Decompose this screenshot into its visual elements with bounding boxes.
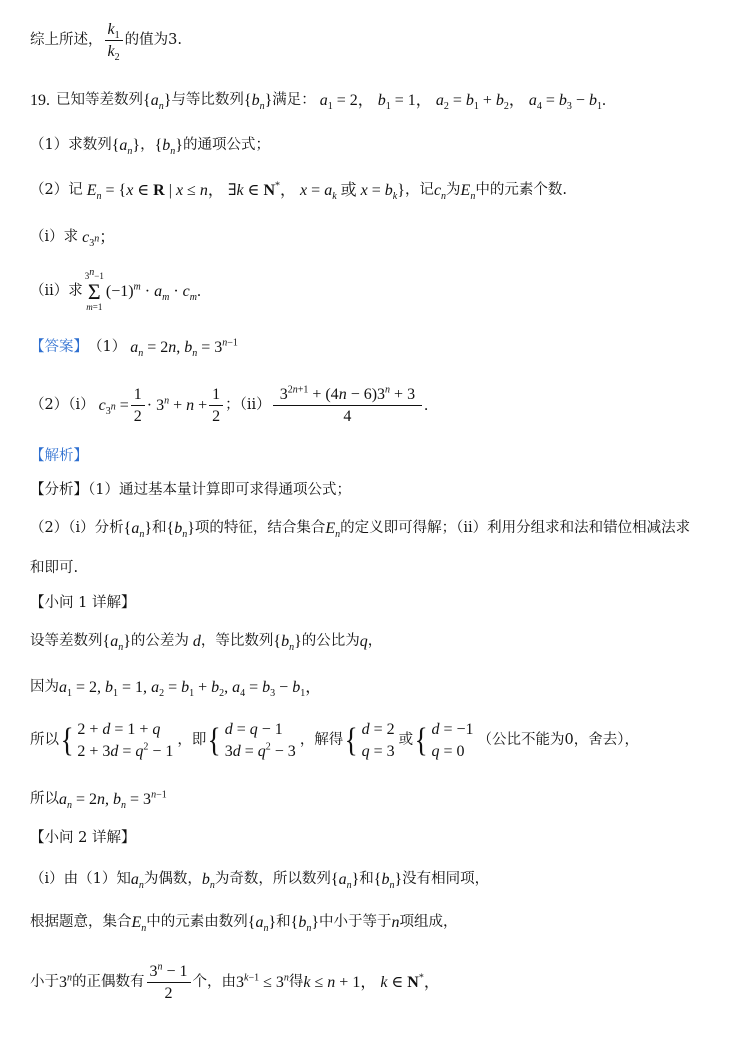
solution-line-6: 根据题意，集合 $E_n$ 中的元素由数列 $\{a_n\}$ 和 $\{b_n\}$ 中小于等于 n 项组成， — [30, 913, 458, 935]
text: 已知等差数列 — [56, 91, 143, 108]
analysis-line-3 — [30, 560, 737, 577]
text: 项的特征，结合集合 — [194, 519, 326, 536]
analysis-line-1 — [30, 482, 737, 499]
text: 的值为3. — [124, 31, 182, 48]
text: 所以 — [30, 731, 59, 748]
analysis-line-2: （2）（i）分析 $\{a_n\}$ 和 $\{b_n\}$ 项的特征，结合集合 $E_n$ 的定义即可得解；（ii）利用分组求和法和错位相减法求 — [30, 519, 691, 541]
analysis-tag: 【解析】 — [30, 448, 88, 464]
text: 没有相同项， — [402, 870, 490, 887]
text: 中的元素个数. — [475, 181, 567, 198]
text: （2）记 — [30, 181, 83, 198]
question-1: （1）求数列 $\{a_n\}$ ， $\{b_n\}$ 的通项公式； — [30, 136, 270, 158]
answer-tag: 【答案】 — [30, 338, 88, 355]
text: （i）求 — [30, 228, 79, 245]
text: 的通项公式； — [182, 136, 270, 153]
text: 所以 — [30, 790, 59, 807]
question-2: （2）记 $E_n = \{x$ ∈ R | x ≤ n， ∃k ∈ N*， $x = a_k$ 或 $x = b_k$} ，记 $c_n$ 为 $E_n$ 中的元素个数. — [30, 180, 567, 203]
text: ， — [367, 632, 383, 649]
text: 和 — [152, 519, 167, 536]
system-1: { 2 + d = 1 + q $2 + 3d = q^2 - 1$ — [60, 721, 174, 761]
system-4: { d = −1 q = 0 — [414, 721, 474, 761]
conclusion-line — [30, 20, 737, 64]
fraction-k1-k2: $\frac{k_1}{k_2}$ — [105, 20, 123, 61]
problem-number: 19. — [30, 92, 50, 109]
solution-line-7: 小于 3$^n$ 的正偶数有 $\frac{3^n - 1}{2}$ 个，由 $3^{k-1} \le 3^n$ 得 k ≤ n + 1， k ∈ N*， — [30, 961, 440, 1003]
text: 为奇数，所以数列 — [214, 870, 331, 887]
text: 的公比为 — [301, 632, 360, 649]
text: 和即可. — [30, 560, 79, 576]
system-3: { d = 2 q = 3 — [344, 721, 395, 761]
text: ，记 — [404, 181, 434, 198]
text: ，解得 — [299, 731, 344, 748]
text: 或 — [398, 731, 414, 748]
text: 为偶数， — [143, 870, 202, 887]
question-2-ii: （ii）求 $3^n-1$ Σ m=1 $(-1)^m \cdot a_m \cdot c_m$. — [30, 267, 202, 312]
text: 满足： — [272, 91, 316, 108]
subq-1-heading — [30, 595, 737, 612]
subq-2-heading — [30, 830, 737, 847]
problem-19-statement: 19. 已知等差数列 $\{a_n\}$ 与等比数列 $\{b_n\}$ 满足： $a_1 = 2$， $b_1 = 1$， $a_2 = b_1 + b_2$， $a_4 = b_3 - b_1$. — [30, 91, 606, 113]
given-conditions: $a_1 = 2$， $b_1 = 1$， $a_2 = b_1 + b_2$， $a_4 = b_3 - b_1$. — [319, 92, 606, 113]
solution-line-5: （i）由（1）知 $a_n$ 为偶数， $b_n$ 为奇数，所以数列 $\{a_n\}$ 和 $\{b_n\}$ 没有相同项， — [30, 870, 490, 892]
text: ；（ii） — [225, 396, 271, 413]
text: 设等差数列 — [30, 632, 103, 649]
text: 【分析】（1）通过基本量计算即可求得通项公式； — [30, 482, 351, 498]
sum-result: $\frac{3^{2n+1} + (4n - 6)3^n + 3}{4}$ — [273, 385, 422, 426]
text: ，即 — [177, 731, 207, 748]
text: （1） — [88, 338, 127, 355]
text: （2）（i） — [30, 396, 95, 413]
text: 根据题意，集合 — [30, 913, 132, 930]
text: 综上所述， — [30, 31, 103, 48]
text: ， — [140, 136, 155, 153]
analysis-tag-line — [30, 448, 737, 465]
text: 为 — [446, 181, 461, 198]
text: 【小问 2 详解】 — [30, 830, 136, 846]
text: 和 — [359, 870, 374, 887]
solution-line-3 — [30, 720, 737, 761]
text: （公比不能为0，舍去）， — [477, 731, 640, 748]
text: 因为 — [30, 678, 59, 695]
text: （i）由（1）知 — [30, 870, 131, 887]
answer-line: 【答案】 （1） $a_n = 2n$, $b_n = 3^{n-1}$ — [30, 337, 238, 360]
text: 项组成， — [399, 913, 458, 930]
text: （ii）求 — [30, 283, 83, 300]
text: 中小于等于 — [319, 913, 392, 930]
text: 得 — [288, 973, 304, 990]
text: 与等比数列 — [171, 91, 244, 108]
solution-line-4: 所以 $a_n = 2n$, $b_n = 3^{n-1}$ — [30, 789, 167, 812]
text: 的正偶数有 — [72, 973, 145, 990]
text: 【小问 1 详解】 — [30, 595, 136, 611]
question-2-i: （i）求 $c_{3^n}$； — [30, 228, 116, 250]
solution-line-1: 设等差数列 $\{a_n\}$ 的公差为 d ，等比数列 $\{b_n\}$ 的公比为 q ， — [30, 632, 383, 654]
solution-line-2: 因为 $a_1 = 2$, $b_1 = 1$, $a_2 = b_1 + b_2$, $a_4 = b_3 - b_1$， — [30, 678, 322, 700]
text: 的定义即可得解；（ii）利用分组求和法和错位相减法求 — [340, 519, 691, 536]
set-definition: $E_n = \{x$ ∈ R | x ≤ n， ∃k ∈ N*， $x = a_k$ 或 $x = b_k$} — [86, 180, 405, 203]
text: 和 — [276, 913, 291, 930]
text: 个，由 — [192, 973, 237, 990]
text: 小于 — [30, 973, 59, 990]
text: 中的元素由数列 — [146, 913, 248, 930]
text: ，等比数列 — [200, 632, 274, 649]
summation: $3^n-1$ Σ m=1 — [84, 267, 104, 312]
system-2: { d = q − 1 $3d = q^2 - 3$ — [208, 721, 296, 761]
text: （2）（i）分析 — [30, 519, 124, 536]
text: 的公差为 — [130, 632, 189, 649]
text: （1）求数列 — [30, 136, 112, 153]
answer-part-2: （2）（i） $c_{3^n}$ = $\frac{1}{2}$ · $3^n + n$ + $\frac{1}{2}$ ；（ii） $\frac{3^{2n+1} + (4n - 6)3^n + 3}{4}$ . — [30, 384, 429, 426]
